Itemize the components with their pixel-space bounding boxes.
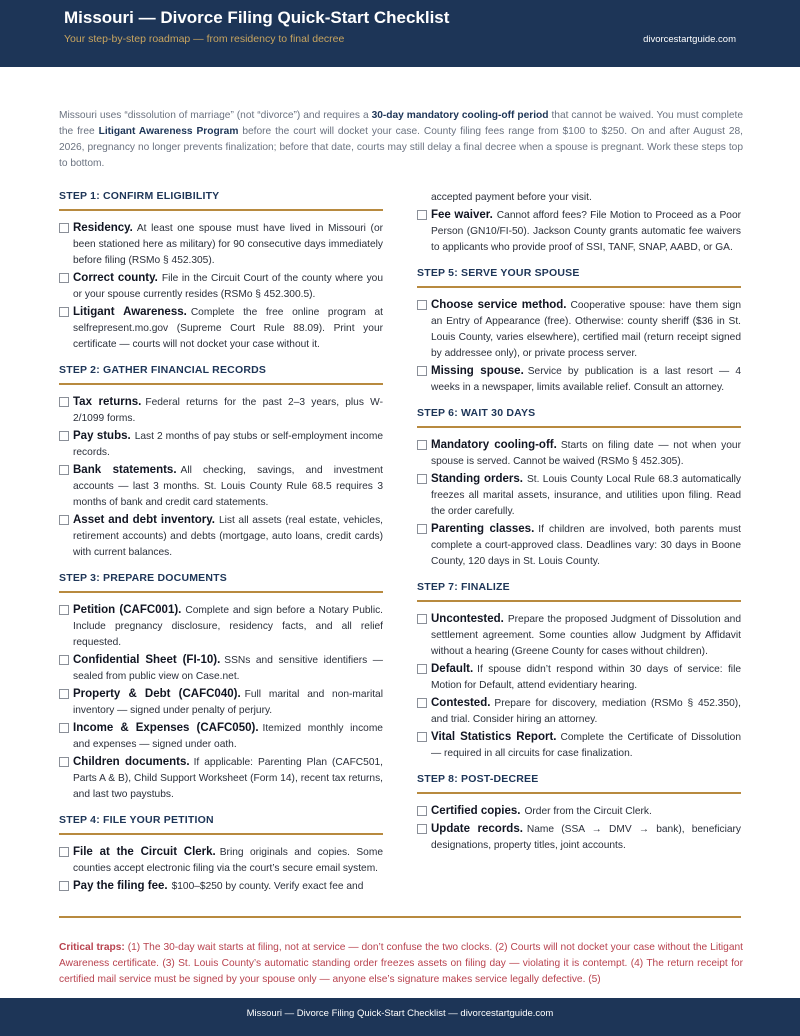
checklist-item	[59, 394, 383, 427]
checklist-item	[417, 363, 741, 396]
checkbox[interactable]	[417, 732, 427, 742]
checkbox[interactable]	[417, 698, 427, 708]
checklist-item	[417, 695, 741, 728]
item-text: If children are involved, both parents must complete a court-approved class. Deadlines vary: 30 days in Boone County, 120 days in St. Louis County.	[431, 524, 741, 567]
item-text: Cannot afford fees? File Motion to Proceed as a Poor Person (GN10/FI-50). Jackson County grants automatic fee waivers to applicants who provide proof of SSI, TANF, SNAP, AABD, or GA.	[431, 210, 741, 253]
checkbox[interactable]	[59, 465, 69, 475]
checkbox[interactable]	[59, 655, 69, 665]
traps-label: Critical traps:	[59, 942, 125, 953]
site-name: divorcestartguide.com	[643, 34, 736, 45]
item-term: Confidential Sheet (FI-10).	[73, 654, 221, 666]
page-subtitle: Your step-by-step roadmap — from residency to final decree	[64, 33, 345, 45]
step-4-list	[59, 844, 383, 895]
item-term: Litigant Awareness.	[73, 306, 187, 318]
item-text: Cooperative spouse: have them sign an Entry of Appearance (free). Otherwise: county sheriff ($36 in St. Louis County, varies elsewhere), certified mail (return receipt signed by addressee only), or private process server.	[431, 300, 741, 359]
item-term: Default.	[431, 663, 474, 675]
item-text: $100–$250 by county. Verify exact fee and	[171, 881, 364, 892]
item-term: Residency.	[73, 222, 133, 234]
checklist-item	[59, 512, 383, 561]
checklist-item	[417, 437, 741, 470]
checkbox[interactable]	[59, 307, 69, 317]
checkbox[interactable]	[59, 431, 69, 441]
item-text: Federal returns for the past 2–3 years, plus W-2/1099 forms.	[73, 397, 383, 424]
item-term: Vital Statistics Report.	[431, 731, 557, 743]
checklist-item	[417, 521, 741, 570]
item-term: Update records.	[431, 823, 523, 835]
item-term: Standing orders.	[431, 473, 523, 485]
step-4-heading: STEP 4: FILE YOUR PETITION	[59, 810, 383, 835]
item-term: Children documents.	[73, 756, 190, 768]
step-2-heading: STEP 2: GATHER FINANCIAL RECORDS	[59, 360, 383, 385]
checklist-item	[59, 602, 383, 651]
page-footer	[0, 998, 800, 1036]
item-text: Service by publication is a last resort — 4 weeks in a newspaper, limits available relief. Consult an attorney.	[431, 366, 741, 393]
step-7-list	[417, 611, 741, 762]
step-5-heading: STEP 5: SERVE YOUR SPOUSE	[417, 263, 741, 288]
item-text: Order from the Circuit Clerk.	[524, 806, 652, 817]
step-4-list-continued	[417, 207, 741, 256]
item-text: Starts on filing date — not when your spouse is served. Cannot be waived (RSMo § 452.305).	[431, 440, 741, 467]
checklist-item	[59, 652, 383, 685]
checkbox[interactable]	[417, 664, 427, 674]
item-text: Complete the Certificate of Dissolution — required in all circuits for case finalization.	[431, 732, 741, 759]
checkbox[interactable]	[59, 723, 69, 733]
item-term: Mandatory cooling-off.	[431, 439, 557, 451]
left-column	[59, 186, 383, 902]
checkbox[interactable]	[417, 806, 427, 816]
item-term: Property & Debt (CAFC040).	[73, 688, 241, 700]
item-text: St. Louis County Local Rule 68.3 automatically freezes all marital assets, insurance, and utilities upon filing. Read the order carefully.	[431, 474, 741, 517]
item-text: If spouse didn’t respond within 30 days of service: file Motion for Default, attend evidentiary hearing.	[431, 664, 741, 691]
section-divider	[59, 916, 741, 918]
item-term: Correct county.	[73, 272, 158, 284]
checkbox[interactable]	[417, 524, 427, 534]
right-column	[417, 190, 741, 861]
checklist-item	[59, 428, 383, 461]
page-title: Missouri — Divorce Filing Quick-Start Checklist	[64, 8, 450, 27]
item-term: Choose service method.	[431, 299, 567, 311]
item-text: Name (SSA → DMV → bank), beneficiary designations, property titles, joint accounts.	[431, 824, 741, 851]
step-1-heading: STEP 1: CONFIRM ELIGIBILITY	[59, 186, 383, 211]
item-continuation: accepted payment before your visit.	[431, 192, 592, 203]
checkbox[interactable]	[59, 847, 69, 857]
checklist-item	[59, 844, 383, 877]
footer-text: Missouri — Divorce Filing Quick-Start Checklist — divorcestartguide.com	[246, 1008, 554, 1019]
checkbox[interactable]	[417, 366, 427, 376]
item-text: Prepare for discovery, mediation (RSMo § 452.350), and trial. Consider hiring an attorney.	[431, 698, 741, 725]
item-term: Missing spouse.	[431, 365, 524, 377]
checkbox[interactable]	[417, 440, 427, 450]
page-header	[0, 0, 800, 67]
checklist-item	[417, 803, 741, 820]
intro-litigant-program: Litigant Awareness Program	[98, 126, 239, 137]
item-text: Full marital and non-marital inventory — signed under penalty of perjury.	[73, 689, 383, 716]
checklist-item	[59, 686, 383, 719]
intro-text-1: Missouri uses “dissolution of marriage” (not “divorce”) and requires a	[59, 110, 372, 121]
item-text: Complete and sign before a Notary Public. Include pregnancy disclosure, residency facts, and all relief requested.	[73, 605, 384, 648]
checklist-item	[417, 207, 741, 256]
item-text: All checking, savings, and investment accounts — last 3 months. St. Louis County Rule 68.5 requires 3 months of bank and credit card statements.	[73, 465, 384, 508]
checklist-item	[59, 270, 383, 303]
traps-text: (1) The 30-day wait starts at filing, not at service — don’t confuse the two clocks. (2) Courts will not docket your case without the Litigant Awareness certificate. (3) St. Louis County’s automatic standing order freezes assets on filing day — violating it is contempt. (4) The return receipt for certified mail service must be signed by your spouse only — anyone else’s signature makes service legally defective. (5)	[59, 942, 743, 985]
step-1-list	[59, 220, 383, 353]
checkbox[interactable]	[59, 881, 69, 891]
item-text: Itemized monthly income and expenses — signed under oath.	[73, 723, 383, 750]
item-term: Petition (CAFC001).	[73, 604, 182, 616]
step-8-list	[417, 803, 741, 854]
checklist-item	[417, 611, 741, 660]
checklist-item	[59, 462, 383, 511]
checkbox[interactable]	[59, 757, 69, 767]
checkbox[interactable]	[59, 515, 69, 525]
intro-text-2: that cannot be waived. You must complete the free	[59, 110, 744, 137]
step-3-list	[59, 602, 383, 803]
checkbox[interactable]	[417, 300, 427, 310]
step-2-list	[59, 394, 383, 561]
step-8-heading: STEP 8: POST-DECREE	[417, 769, 741, 794]
item-term: File at the Circuit Clerk.	[73, 846, 216, 858]
item-term: Bank statements.	[73, 464, 177, 476]
checklist-item	[417, 471, 741, 520]
item-text: List all assets (real estate, vehicles, retirement accounts) and debts (mortgage, auto loans, credit cards) with current balances.	[73, 515, 383, 558]
item-text: At least one spouse must have lived in Missouri (or been stationed here as military) for 90 consecutive days immediately before filing (RSMo § 452.305).	[73, 223, 383, 266]
item-term: Fee waiver.	[431, 209, 493, 221]
item-text: Last 2 months of pay stubs or self-employment income records.	[73, 431, 383, 458]
checkbox[interactable]	[59, 689, 69, 699]
item-text: Complete the free online program at selfrepresent.mo.gov (Supreme Court Rule 88.09). Print your certificate — courts will not docket your case without it.	[73, 307, 383, 350]
item-term: Certified copies.	[431, 805, 521, 817]
checklist-item	[59, 754, 383, 803]
item-term: Pay the filing fee.	[73, 880, 168, 892]
step-6-list	[417, 437, 741, 570]
step-3-heading: STEP 3: PREPARE DOCUMENTS	[59, 568, 383, 593]
item-term: Uncontested.	[431, 613, 504, 625]
item-text: Bring originals and copies. Some counties accept electronic filing via the court’s secure email system.	[73, 847, 384, 874]
step-5-list	[417, 297, 741, 396]
step-6-heading: STEP 6: WAIT 30 DAYS	[417, 403, 741, 428]
item-text: If applicable: Parenting Plan (CAFC501, Parts A & B), Child Support Worksheet (Form 14), recent tax returns, and last two paystubs.	[73, 757, 383, 800]
checklist-item	[59, 878, 383, 895]
step-7-heading: STEP 7: FINALIZE	[417, 577, 741, 602]
item-text: SSNs and sensitive identifiers — sealed from public view on Case.net.	[73, 655, 383, 682]
intro-text-3: before the court will docket your case. County filing fees range from $100 to $250. On and after August 28, 2026, pregnancy no longer prevents finalization; before that date, courts may still delay a final decree when a spouse is pregnant. Work these steps top to bottom.	[59, 126, 743, 169]
checklist-item	[417, 821, 741, 854]
checklist-item	[417, 297, 741, 362]
item-text: File in the Circuit Court of the county where you or your spouse currently resides (RSMo § 452.300.5).	[73, 273, 383, 300]
item-term: Income & Expenses (CAFC050).	[73, 722, 259, 734]
item-term: Contested.	[431, 697, 491, 709]
checklist-item	[59, 720, 383, 753]
item-term: Parenting classes.	[431, 523, 535, 535]
checkbox[interactable]	[59, 397, 69, 407]
item-term: Pay stubs.	[73, 430, 131, 442]
checkbox[interactable]	[417, 210, 427, 220]
checklist-item	[417, 729, 741, 762]
critical-traps	[59, 940, 743, 988]
checkbox[interactable]	[417, 824, 427, 834]
intro-paragraph	[59, 108, 743, 172]
checkbox[interactable]	[59, 223, 69, 233]
item-term: Tax returns.	[73, 396, 142, 408]
checkbox[interactable]	[417, 614, 427, 624]
checklist-item	[59, 304, 383, 353]
checklist-item	[59, 220, 383, 269]
intro-cooling-off: 30-day mandatory cooling-off period	[371, 110, 549, 121]
checkbox[interactable]	[417, 474, 427, 484]
item-text: Prepare the proposed Judgment of Dissolution and settlement agreement. Some counties allow Judgment by Affidavit without a hearing (Greene County for cases without children).	[431, 614, 741, 657]
item-term: Asset and debt inventory.	[73, 514, 215, 526]
checklist-item	[417, 661, 741, 694]
checkbox[interactable]	[59, 605, 69, 615]
checkbox[interactable]	[59, 273, 69, 283]
